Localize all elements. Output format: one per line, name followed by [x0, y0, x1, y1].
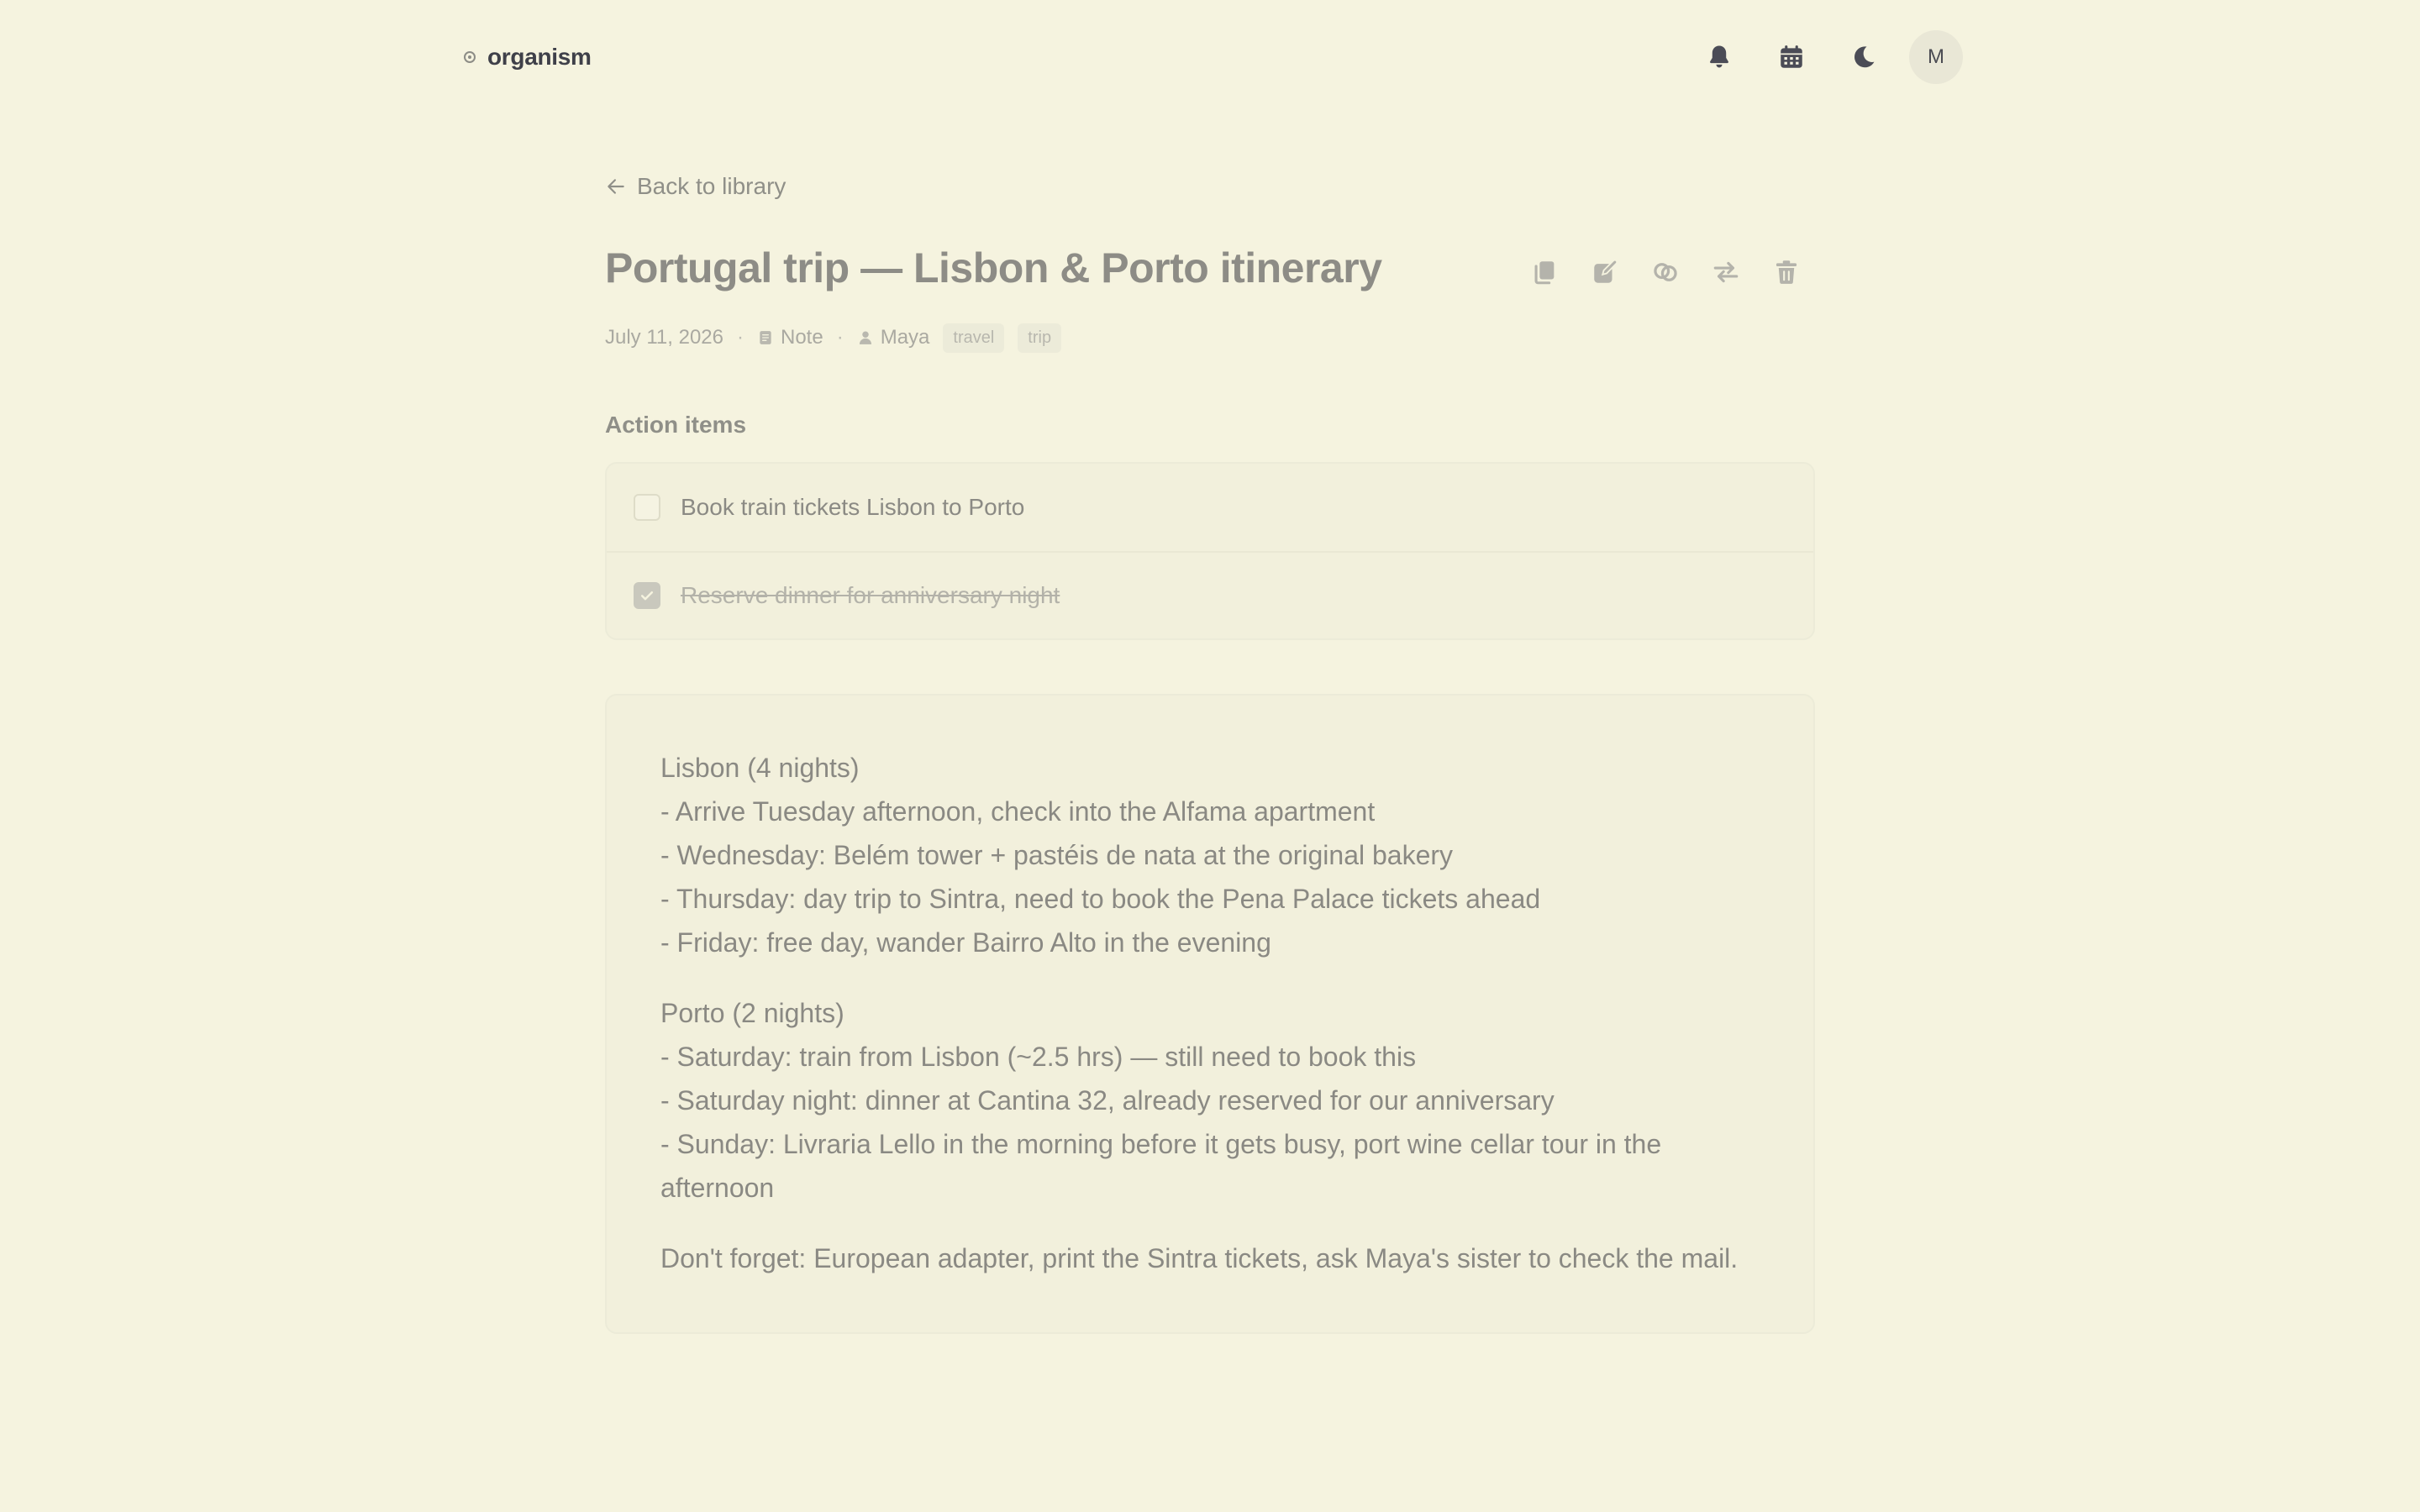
- action-items-heading: Action items: [605, 412, 747, 438]
- body-line: Don't forget: European adapter, print the Sintra tickets, ask Maya's sister to check the mail.: [660, 1243, 1739, 1273]
- bell-icon[interactable]: [1699, 37, 1739, 77]
- body-line: - Thursday: day trip to Sintra, need to book the Pena Palace tickets ahead: [660, 884, 1541, 914]
- tag-trip[interactable]: trip: [1018, 323, 1061, 353]
- tag-travel[interactable]: travel: [943, 323, 1004, 353]
- list-item: [607, 551, 1813, 638]
- convert-icon[interactable]: [1711, 257, 1741, 287]
- page-title: Portugal trip — Lisbon & Porto itinerary: [605, 244, 1382, 291]
- body-line: - Friday: free day, wander Bairro Alto in the evening: [660, 927, 1271, 958]
- note-detail: [605, 165, 1815, 1334]
- logo-icon: [464, 51, 476, 63]
- moon-icon[interactable]: [1844, 37, 1884, 77]
- list-item: [607, 464, 1813, 551]
- user-icon: [857, 329, 874, 346]
- body-line: - Saturday: train from Lisbon (~2.5 hrs) — still need to book this: [660, 1042, 1417, 1072]
- back-to-library-link[interactable]: [605, 165, 1815, 208]
- title-row: [605, 244, 1815, 302]
- note-type: [757, 326, 823, 349]
- brand-name: organism: [487, 44, 592, 70]
- body-line: - Saturday night: dinner at Cantina 32, already reserved for our anniversary: [660, 1085, 1555, 1116]
- meta-separator: ·: [836, 326, 844, 349]
- body-line: - Wednesday: Belém tower + pastéis de nata at the original bakery: [660, 840, 1454, 870]
- note-type-label: Note: [781, 326, 823, 349]
- action-items-list: [605, 462, 1815, 640]
- paragraph-porto: [660, 991, 1760, 1210]
- brand-logo[interactable]: [464, 40, 592, 74]
- link-icon[interactable]: [1650, 257, 1681, 287]
- document-icon: [757, 329, 774, 346]
- trash-icon[interactable]: [1771, 257, 1802, 287]
- task-text: Reserve dinner for anniversary night: [681, 582, 1060, 608]
- note-author: [857, 326, 930, 349]
- check-icon: [639, 587, 655, 604]
- body-line: - Sunday: Livraria Lello in the morning before it gets busy, port wine cellar tour in the afternoon: [660, 1129, 1662, 1203]
- header-actions: [1699, 30, 1963, 84]
- calendar-icon[interactable]: [1771, 37, 1812, 77]
- body-line: - Arrive Tuesday afternoon, check into the Alfama apartment: [660, 796, 1376, 827]
- task-text: Book train tickets Lisbon to Porto: [681, 494, 1025, 520]
- paragraph-reminder: [660, 1236, 1760, 1280]
- task-checkbox[interactable]: [634, 494, 660, 521]
- paragraph-lisbon: [660, 746, 1760, 964]
- edit-icon[interactable]: [1590, 257, 1620, 287]
- top-bar: [0, 0, 2420, 114]
- arrow-left-icon: [605, 176, 627, 197]
- body-line: Porto (2 nights): [660, 998, 844, 1028]
- body-line: Lisbon (4 nights): [660, 753, 860, 783]
- avatar[interactable]: M: [1909, 30, 1963, 84]
- note-body[interactable]: [605, 694, 1815, 1334]
- note-meta: [605, 321, 1815, 354]
- note-date: July 11, 2026: [605, 326, 723, 349]
- author-name: Maya: [880, 326, 930, 349]
- copy-icon[interactable]: [1529, 257, 1560, 287]
- note-actions: [1529, 257, 1802, 287]
- back-label: Back to library: [637, 173, 786, 199]
- task-checkbox[interactable]: [634, 582, 660, 609]
- meta-separator: ·: [737, 326, 744, 349]
